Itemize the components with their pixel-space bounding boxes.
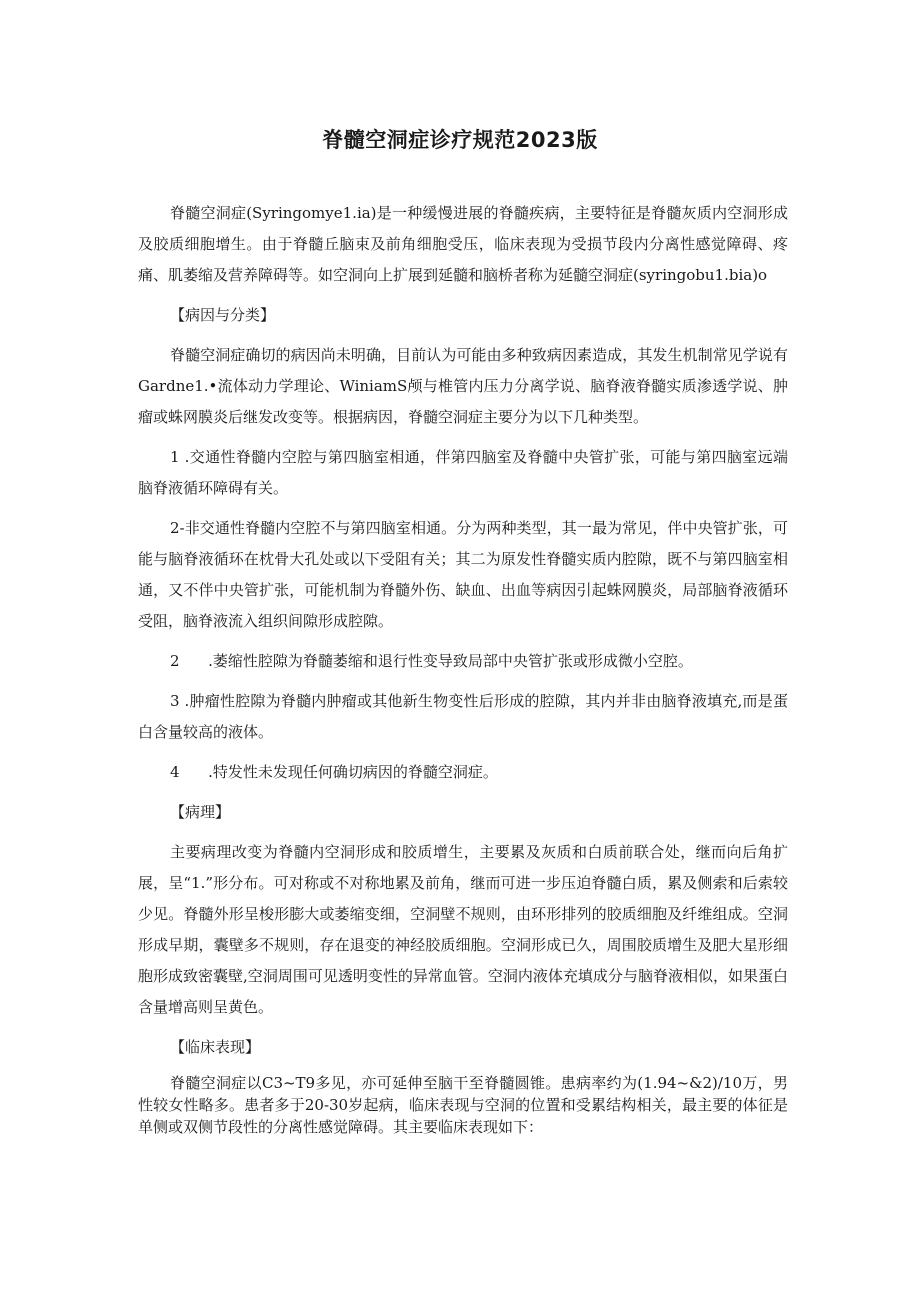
section-heading-etiology: 【病因与分类】 [170,306,276,324]
etiology-item-5-text: .特发性未发现任何确切病因的脊髓空洞症。 [208,763,498,781]
etiology-item-4: 3 .肿瘤性腔隙为脊髓内肿瘤或其他新生物变性后形成的腔隙，其内并非由脑脊液填充,而是蛋白含量较高的液体。 [138,692,788,741]
etiology-intro-paragraph: 脊髓空洞症确切的病因尚未明确，目前认为可能由多种致病因素造成，其发生机制常见学说有Gardne1.•流体动力学理论、WiniamS颅与椎管内压力分离学说、脑脊液脊髓实质渗透学说、肿瘤或蛛网膜炎后继发改变等。根据病因，脊髓空洞症主要分为以下几种类型。 [138,346,788,426]
section-heading-pathology: 【病理】 [170,803,231,821]
etiology-item-3 [138,646,788,677]
etiology-item-1: 1 .交通性脊髓内空腔与第四脑室相通，伴第四脑室及脊髓中央管扩张，可能与第四脑室远端脑脊液循环障碍有关。 [138,448,788,497]
document-body [138,198,788,1147]
section-heading-clinical: 【临床表现】 [170,1038,261,1056]
etiology-item-2: 2-非交通性脊髓内空腔不与第四脑室相通。分为两种类型，其一最为常见，伴中央管扩张，可能与脑脊液循环在枕骨大孔处或以下受阻有关；其二为原发性脊髓实质内腔隙，既不与第四脑室相通，又不伴中央管扩张，可能机制为脊髓外伤、缺血、出血等病因引起蛛网膜炎，局部脑脊液循环受阻，脑脊液流入组织间隙形成腔隙。 [138,519,788,630]
etiology-item-3-number: 2 [170,652,180,670]
etiology-item-5-number: 4 [170,763,180,781]
pathology-paragraph: 主要病理改变为脊髓内空洞形成和胶质增生，主要累及灰质和白质前联合处，继而向后角扩展，呈“1.”形分布。可对称或不对称地累及前角，继而可进一步压迫脊髓白质，累及侧索和后索较少见。脊髓外形呈梭形膨大或萎缩变细，空洞壁不规则，由环形排列的胶质细胞及纤维组成。空洞形成早期，囊壁多不规则，存在退变的神经胶质细胞。空洞形成已久，周围胶质增生及肥大星形细胞形成致密囊壁,空洞周围可见透明变性的异常血管。空洞内液体充填成分与脑脊液相似，如果蛋白含量增高则呈黄色。 [138,843,788,1016]
clinical-paragraph: 脊髓空洞症以C3~T9多见，亦可延伸至脑干至脊髓圆锥。患病率约为(1.94~&2)/10万，男性较女性略多。患者多于20-30岁起病，临床表现与空洞的位置和受累结构相关，最主要的体征是单侧或双侧节段性的分离性感觉障碍。其主要临床表现如下： [138,1074,788,1136]
page-title: 脊髓空洞症诊疗规范2023版 [322,128,598,152]
etiology-item-3-text: .萎缩性腔隙为脊髓萎缩和退行性变导致局部中央管扩张或形成微小空腔。 [208,652,693,670]
intro-paragraph: 脊髓空洞症(Syringomye1.ia)是一种缓慢进展的脊髓疾病，主要特征是脊髓灰质内空洞形成及胶质细胞增生。由于脊髓丘脑束及前角细胞受压，临床表现为受损节段内分离性感觉障碍、疼痛、肌萎缩及营养障碍等。如空洞向上扩展到延髓和脑桥者称为延髓空洞症(syringobu1.bia)o [138,204,788,284]
etiology-item-5 [138,757,788,788]
